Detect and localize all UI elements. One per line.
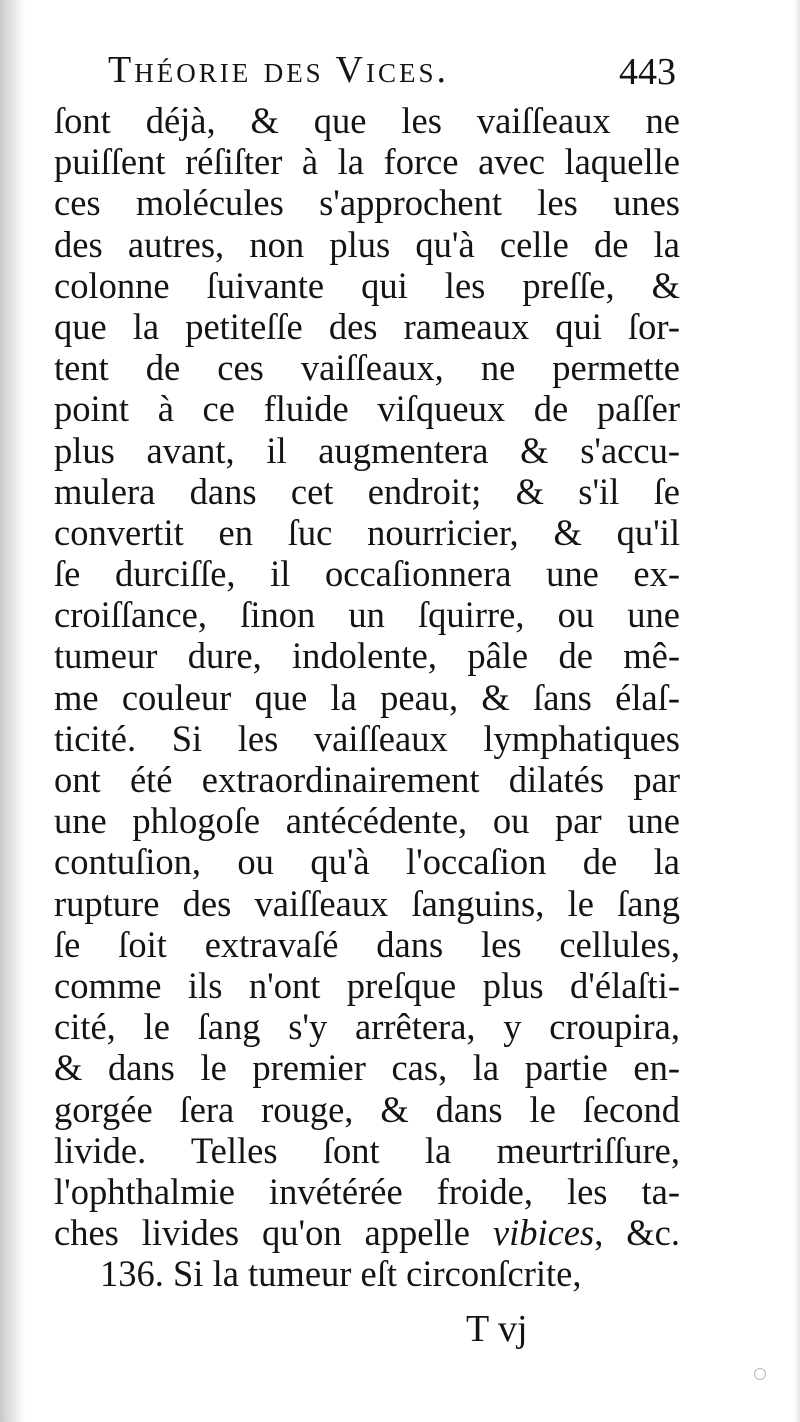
italic-term: vibices xyxy=(492,1212,595,1254)
text-line: une phlogoſe antécédente, ou par une xyxy=(54,800,680,842)
text-line: ſont déjà, & que les vaiſſeaux ne xyxy=(54,100,680,141)
text-line: convertit en ſuc nourricier, & qu'il xyxy=(54,511,680,553)
section-start-line: 136. Si la tumeur eſt circonſcrite, xyxy=(100,1253,582,1295)
signature-mark: T vj xyxy=(466,1308,528,1350)
text-line: ont été extraordinairement dilatés par xyxy=(54,759,680,800)
text-line: contuſion, ou qu'à l'occaſion de la xyxy=(54,841,680,883)
text-line: ſe ſoit extravaſé dans les cellules, xyxy=(54,923,680,965)
text-line: mulera dans cet endroit; & s'il ſe xyxy=(54,470,680,512)
text-line: des autres, non plus qu'à celle de la xyxy=(54,223,680,265)
text-line: colonne ſuivante qui les preſſe, & xyxy=(54,264,680,306)
text-line: & dans le premier cas, la partie en- xyxy=(54,1047,680,1089)
text-line: l'ophthalmie invétérée froide, les ta- xyxy=(54,1170,680,1212)
running-head xyxy=(54,44,680,96)
text-line: plus avant, il augmentera & s'accu- xyxy=(54,429,680,471)
text-segment: , &c. xyxy=(594,1212,680,1254)
text-line: livide. Telles ſont la meurtriſſure, xyxy=(54,1129,680,1171)
text-segment: ches livides qu'on appelle xyxy=(54,1212,470,1254)
book-page xyxy=(54,44,680,1294)
text-line: croiſſance, ſinon un ſquirre, ou une xyxy=(54,594,680,636)
text-line: tent de ces vaiſſeaux, ne permette xyxy=(54,347,680,389)
text-line: comme ils n'ont preſque plus d'élaſti- xyxy=(54,964,680,1006)
paper-blemish xyxy=(754,1368,766,1380)
page-number: 443 xyxy=(619,51,676,93)
text-line: ticité. Si les vaiſſeaux lymphatiques xyxy=(54,717,680,759)
text-line: tumeur dure, indolente, pâle de mê- xyxy=(54,635,680,677)
text-line-mixed xyxy=(54,1212,680,1253)
text-line: puiſſent réſiſter à la force avec laquelle xyxy=(54,141,680,183)
text-line: que la petiteſſe des rameaux qui ſor- xyxy=(54,305,680,347)
binding-shadow xyxy=(0,0,26,1422)
running-title: Théorie des Vices. xyxy=(108,49,449,91)
text-line: ces molécules s'approchent les unes xyxy=(54,182,680,224)
text-line: point à ce fluide viſqueux de paſſer xyxy=(54,388,680,430)
text-line: ſe durciſſe, il occaſionnera une ex- xyxy=(54,553,680,595)
page-edge xyxy=(794,0,800,1422)
text-line: gorgée ſera rouge, & dans le ſecond xyxy=(54,1088,680,1130)
text-line: cité, le ſang s'y arrêtera, y croupira, xyxy=(54,1006,680,1048)
text-line: me couleur que la peau, & ſans élaſ- xyxy=(54,676,680,718)
body-text xyxy=(54,100,680,1294)
text-line: rupture des vaiſſeaux ſanguins, le ſang xyxy=(54,882,680,924)
